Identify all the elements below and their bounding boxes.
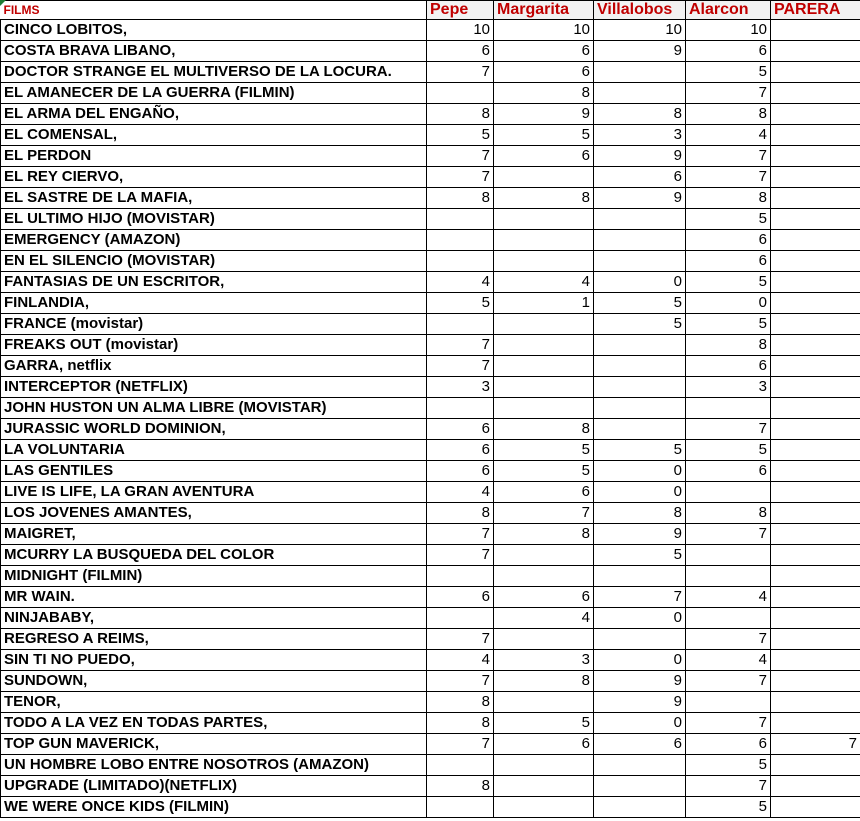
score-cell-villalobos[interactable] bbox=[594, 398, 686, 419]
score-cell-pepe[interactable] bbox=[427, 566, 494, 587]
score-cell-pepe[interactable] bbox=[427, 251, 494, 272]
column-header-pepe[interactable]: Pepe bbox=[427, 1, 494, 20]
score-cell-parera[interactable] bbox=[771, 797, 860, 818]
film-title-cell[interactable]: LIVE IS LIFE, LA GRAN AVENTURA bbox=[1, 482, 427, 503]
score-cell-villalobos[interactable]: 6 bbox=[594, 734, 686, 755]
film-title-cell[interactable]: DOCTOR STRANGE EL MULTIVERSO DE LA LOCURA. bbox=[1, 62, 427, 83]
score-cell-alarcon[interactable]: 6 bbox=[686, 734, 771, 755]
score-cell-parera[interactable] bbox=[771, 713, 860, 734]
score-cell-villalobos[interactable] bbox=[594, 629, 686, 650]
score-cell-parera[interactable] bbox=[771, 545, 860, 566]
score-cell-alarcon[interactable]: 4 bbox=[686, 125, 771, 146]
films-table-body bbox=[1, 20, 860, 818]
score-cell-parera[interactable] bbox=[771, 587, 860, 608]
score-cell-alarcon[interactable]: 8 bbox=[686, 104, 771, 125]
score-cell-pepe[interactable]: 7 bbox=[427, 167, 494, 188]
score-cell-pepe[interactable]: 7 bbox=[427, 734, 494, 755]
table-row bbox=[1, 503, 860, 524]
film-title-cell[interactable]: LOS JOVENES AMANTES, bbox=[1, 503, 427, 524]
score-cell-alarcon[interactable]: 7 bbox=[686, 524, 771, 545]
score-cell-margarita[interactable]: 3 bbox=[494, 650, 594, 671]
score-cell-alarcon[interactable]: 5 bbox=[686, 209, 771, 230]
score-cell-margarita[interactable]: 8 bbox=[494, 671, 594, 692]
score-cell-pepe[interactable]: 6 bbox=[427, 461, 494, 482]
score-cell-margarita[interactable] bbox=[494, 230, 594, 251]
score-cell-villalobos[interactable]: 0 bbox=[594, 608, 686, 629]
table-row bbox=[1, 440, 860, 461]
score-cell-alarcon[interactable]: 7 bbox=[686, 419, 771, 440]
score-cell-pepe[interactable]: 6 bbox=[427, 419, 494, 440]
score-cell-villalobos[interactable]: 0 bbox=[594, 650, 686, 671]
score-cell-pepe[interactable]: 7 bbox=[427, 524, 494, 545]
score-cell-parera[interactable] bbox=[771, 188, 860, 209]
score-cell-margarita[interactable] bbox=[494, 755, 594, 776]
score-cell-alarcon[interactable]: 7 bbox=[686, 713, 771, 734]
score-cell-parera[interactable] bbox=[771, 608, 860, 629]
score-cell-parera[interactable] bbox=[771, 671, 860, 692]
score-cell-margarita[interactable]: 4 bbox=[494, 272, 594, 293]
film-title-cell[interactable]: UPGRADE (LIMITADO)(NETFLIX) bbox=[1, 776, 427, 797]
score-cell-alarcon[interactable] bbox=[686, 608, 771, 629]
film-title-cell[interactable]: INTERCEPTOR (NETFLIX) bbox=[1, 377, 427, 398]
table-row bbox=[1, 83, 860, 104]
score-cell-parera[interactable] bbox=[771, 524, 860, 545]
score-cell-parera[interactable] bbox=[771, 377, 860, 398]
score-cell-pepe[interactable]: 8 bbox=[427, 713, 494, 734]
score-cell-parera[interactable] bbox=[771, 167, 860, 188]
table-row bbox=[1, 419, 860, 440]
score-cell-villalobos[interactable] bbox=[594, 62, 686, 83]
score-cell-pepe[interactable]: 10 bbox=[427, 20, 494, 41]
score-cell-alarcon[interactable]: 10 bbox=[686, 20, 771, 41]
score-cell-pepe[interactable]: 7 bbox=[427, 545, 494, 566]
score-cell-margarita[interactable] bbox=[494, 335, 594, 356]
table-row bbox=[1, 608, 860, 629]
table-row bbox=[1, 272, 860, 293]
score-cell-parera[interactable] bbox=[771, 41, 860, 62]
table-row bbox=[1, 20, 860, 41]
score-cell-parera[interactable] bbox=[771, 125, 860, 146]
score-cell-villalobos[interactable]: 0 bbox=[594, 713, 686, 734]
film-title-cell[interactable]: GARRA, netflix bbox=[1, 356, 427, 377]
score-cell-villalobos[interactable]: 5 bbox=[594, 440, 686, 461]
table-row bbox=[1, 629, 860, 650]
table-row bbox=[1, 713, 860, 734]
film-title-cell[interactable]: LAS GENTILES bbox=[1, 461, 427, 482]
score-cell-alarcon[interactable]: 7 bbox=[686, 83, 771, 104]
score-cell-margarita[interactable] bbox=[494, 566, 594, 587]
film-title-cell[interactable]: MR WAIN. bbox=[1, 587, 427, 608]
score-cell-alarcon[interactable]: 4 bbox=[686, 650, 771, 671]
film-title-cell[interactable]: TODO A LA VEZ EN TODAS PARTES, bbox=[1, 713, 427, 734]
film-title-cell[interactable]: COSTA BRAVA LIBANO, bbox=[1, 41, 427, 62]
score-cell-pepe[interactable] bbox=[427, 83, 494, 104]
score-cell-parera[interactable] bbox=[771, 83, 860, 104]
score-cell-alarcon[interactable]: 0 bbox=[686, 293, 771, 314]
film-title-cell[interactable]: FRANCE (movistar) bbox=[1, 314, 427, 335]
score-cell-pepe[interactable] bbox=[427, 608, 494, 629]
table-row bbox=[1, 356, 860, 377]
score-cell-alarcon[interactable]: 5 bbox=[686, 440, 771, 461]
film-title-cell[interactable]: EN EL SILENCIO (MOVISTAR) bbox=[1, 251, 427, 272]
score-cell-parera[interactable] bbox=[771, 503, 860, 524]
column-header-parera[interactable]: PARERA bbox=[771, 1, 860, 20]
table-row bbox=[1, 125, 860, 146]
film-title-cell[interactable]: EL REY CIERVO, bbox=[1, 167, 427, 188]
score-cell-margarita[interactable]: 4 bbox=[494, 608, 594, 629]
score-cell-parera[interactable] bbox=[771, 419, 860, 440]
score-cell-pepe[interactable]: 4 bbox=[427, 272, 494, 293]
film-title-cell[interactable]: NINJABABY, bbox=[1, 608, 427, 629]
score-cell-villalobos[interactable] bbox=[594, 419, 686, 440]
table-row bbox=[1, 461, 860, 482]
score-cell-villalobos[interactable] bbox=[594, 209, 686, 230]
table-row bbox=[1, 671, 860, 692]
table-row bbox=[1, 293, 860, 314]
score-cell-pepe[interactable] bbox=[427, 314, 494, 335]
table-row bbox=[1, 524, 860, 545]
score-cell-margarita[interactable]: 8 bbox=[494, 188, 594, 209]
film-title-cell[interactable]: FINLANDIA, bbox=[1, 293, 427, 314]
score-cell-margarita[interactable]: 6 bbox=[494, 734, 594, 755]
table-row bbox=[1, 62, 860, 83]
score-cell-margarita[interactable]: 6 bbox=[494, 62, 594, 83]
score-cell-pepe[interactable]: 8 bbox=[427, 776, 494, 797]
score-cell-villalobos[interactable]: 9 bbox=[594, 524, 686, 545]
score-cell-villalobos[interactable]: 5 bbox=[594, 293, 686, 314]
film-title-cell[interactable]: EL PERDON bbox=[1, 146, 427, 167]
score-cell-margarita[interactable]: 5 bbox=[494, 461, 594, 482]
table-row bbox=[1, 314, 860, 335]
score-cell-margarita[interactable]: 1 bbox=[494, 293, 594, 314]
score-cell-pepe[interactable] bbox=[427, 398, 494, 419]
film-title-cell[interactable]: JOHN HUSTON UN ALMA LIBRE (MOVISTAR) bbox=[1, 398, 427, 419]
table-row bbox=[1, 650, 860, 671]
score-cell-alarcon[interactable]: 8 bbox=[686, 188, 771, 209]
score-cell-parera[interactable] bbox=[771, 251, 860, 272]
table-row bbox=[1, 230, 860, 251]
score-cell-parera[interactable] bbox=[771, 776, 860, 797]
score-cell-parera[interactable] bbox=[771, 356, 860, 377]
film-title-cell[interactable]: REGRESO A REIMS, bbox=[1, 629, 427, 650]
film-title-cell[interactable]: EL COMENSAL, bbox=[1, 125, 427, 146]
film-title-cell[interactable]: SUNDOWN, bbox=[1, 671, 427, 692]
score-cell-parera[interactable] bbox=[771, 440, 860, 461]
film-title-cell[interactable]: EL ULTIMO HIJO (MOVISTAR) bbox=[1, 209, 427, 230]
score-cell-villalobos[interactable]: 9 bbox=[594, 692, 686, 713]
score-cell-villalobos[interactable]: 0 bbox=[594, 482, 686, 503]
score-cell-villalobos[interactable]: 5 bbox=[594, 545, 686, 566]
score-cell-parera[interactable] bbox=[771, 692, 860, 713]
score-cell-parera[interactable] bbox=[771, 755, 860, 776]
score-cell-margarita[interactable] bbox=[494, 797, 594, 818]
table-row bbox=[1, 167, 860, 188]
score-cell-parera[interactable] bbox=[771, 629, 860, 650]
score-cell-pepe[interactable]: 6 bbox=[427, 41, 494, 62]
score-cell-parera[interactable] bbox=[771, 146, 860, 167]
score-cell-pepe[interactable]: 7 bbox=[427, 62, 494, 83]
table-row bbox=[1, 692, 860, 713]
score-cell-alarcon[interactable]: 7 bbox=[686, 167, 771, 188]
score-cell-pepe[interactable]: 5 bbox=[427, 293, 494, 314]
table-row bbox=[1, 482, 860, 503]
score-cell-pepe[interactable]: 6 bbox=[427, 587, 494, 608]
film-title-cell[interactable]: FANTASIAS DE UN ESCRITOR, bbox=[1, 272, 427, 293]
score-cell-margarita[interactable]: 10 bbox=[494, 20, 594, 41]
score-cell-parera[interactable] bbox=[771, 566, 860, 587]
score-cell-alarcon[interactable]: 5 bbox=[686, 314, 771, 335]
score-cell-parera[interactable] bbox=[771, 335, 860, 356]
score-cell-pepe[interactable]: 8 bbox=[427, 104, 494, 125]
score-cell-parera[interactable] bbox=[771, 293, 860, 314]
score-cell-parera[interactable] bbox=[771, 482, 860, 503]
score-cell-villalobos[interactable] bbox=[594, 755, 686, 776]
score-cell-alarcon[interactable]: 8 bbox=[686, 335, 771, 356]
score-cell-margarita[interactable]: 5 bbox=[494, 125, 594, 146]
score-cell-villalobos[interactable]: 6 bbox=[594, 167, 686, 188]
table-row bbox=[1, 587, 860, 608]
table-row bbox=[1, 188, 860, 209]
score-cell-pepe[interactable]: 5 bbox=[427, 125, 494, 146]
film-title-cell[interactable]: MCURRY LA BUSQUEDA DEL COLOR bbox=[1, 545, 427, 566]
score-cell-parera[interactable] bbox=[771, 230, 860, 251]
score-cell-margarita[interactable]: 6 bbox=[494, 482, 594, 503]
score-cell-margarita[interactable]: 6 bbox=[494, 587, 594, 608]
score-cell-villalobos[interactable] bbox=[594, 377, 686, 398]
score-cell-margarita[interactable]: 9 bbox=[494, 104, 594, 125]
score-cell-margarita[interactable] bbox=[494, 356, 594, 377]
score-cell-villalobos[interactable]: 8 bbox=[594, 104, 686, 125]
score-cell-villalobos[interactable] bbox=[594, 356, 686, 377]
score-cell-alarcon[interactable] bbox=[686, 566, 771, 587]
score-cell-pepe[interactable]: 6 bbox=[427, 440, 494, 461]
score-cell-margarita[interactable]: 8 bbox=[494, 83, 594, 104]
score-cell-parera[interactable] bbox=[771, 104, 860, 125]
score-cell-pepe[interactable] bbox=[427, 230, 494, 251]
score-cell-alarcon[interactable]: 4 bbox=[686, 587, 771, 608]
score-cell-villalobos[interactable]: 8 bbox=[594, 503, 686, 524]
score-cell-alarcon[interactable] bbox=[686, 692, 771, 713]
film-title-cell[interactable]: SIN TI NO PUEDO, bbox=[1, 650, 427, 671]
score-cell-villalobos[interactable] bbox=[594, 776, 686, 797]
score-cell-villalobos[interactable]: 9 bbox=[594, 146, 686, 167]
film-title-cell[interactable]: CINCO LOBITOS, bbox=[1, 20, 427, 41]
table-row bbox=[1, 545, 860, 566]
score-cell-villalobos[interactable]: 0 bbox=[594, 272, 686, 293]
score-cell-alarcon[interactable]: 6 bbox=[686, 461, 771, 482]
score-cell-pepe[interactable]: 7 bbox=[427, 146, 494, 167]
score-cell-margarita[interactable] bbox=[494, 629, 594, 650]
film-title-cell[interactable]: JURASSIC WORLD DOMINION, bbox=[1, 419, 427, 440]
score-cell-pepe[interactable]: 4 bbox=[427, 482, 494, 503]
table-row bbox=[1, 734, 860, 755]
column-header-margarita[interactable]: Margarita bbox=[494, 1, 594, 20]
film-title-cell[interactable]: MIDNIGHT (FILMIN) bbox=[1, 566, 427, 587]
table-row bbox=[1, 566, 860, 587]
film-title-cell[interactable]: EL AMANECER DE LA GUERRA (FILMIN) bbox=[1, 83, 427, 104]
score-cell-pepe[interactable]: 8 bbox=[427, 503, 494, 524]
table-row bbox=[1, 104, 860, 125]
score-cell-villalobos[interactable]: 9 bbox=[594, 41, 686, 62]
score-cell-villalobos[interactable] bbox=[594, 797, 686, 818]
score-cell-alarcon[interactable]: 7 bbox=[686, 629, 771, 650]
score-cell-alarcon[interactable]: 5 bbox=[686, 272, 771, 293]
column-header-alarcon[interactable]: Alarcon bbox=[686, 1, 771, 20]
score-cell-margarita[interactable] bbox=[494, 209, 594, 230]
film-title-cell[interactable]: FREAKS OUT (movistar) bbox=[1, 335, 427, 356]
score-cell-margarita[interactable]: 6 bbox=[494, 41, 594, 62]
score-cell-alarcon[interactable]: 7 bbox=[686, 776, 771, 797]
score-cell-alarcon[interactable] bbox=[686, 398, 771, 419]
score-cell-parera[interactable] bbox=[771, 62, 860, 83]
film-title-cell[interactable]: EL SASTRE DE LA MAFIA, bbox=[1, 188, 427, 209]
score-cell-alarcon[interactable]: 8 bbox=[686, 503, 771, 524]
film-title-cell[interactable]: WE WERE ONCE KIDS (FILMIN) bbox=[1, 797, 427, 818]
score-cell-pepe[interactable]: 7 bbox=[427, 671, 494, 692]
score-cell-margarita[interactable] bbox=[494, 545, 594, 566]
score-cell-pepe[interactable] bbox=[427, 797, 494, 818]
score-cell-margarita[interactable] bbox=[494, 251, 594, 272]
film-title-cell[interactable]: MAIGRET, bbox=[1, 524, 427, 545]
score-cell-villalobos[interactable]: 10 bbox=[594, 20, 686, 41]
film-title-cell[interactable]: EMERGENCY (AMAZON) bbox=[1, 230, 427, 251]
film-title-cell[interactable]: TOP GUN MAVERICK, bbox=[1, 734, 427, 755]
score-cell-pepe[interactable]: 8 bbox=[427, 692, 494, 713]
table-row bbox=[1, 146, 860, 167]
score-cell-alarcon[interactable]: 5 bbox=[686, 755, 771, 776]
film-title-cell[interactable]: EL ARMA DEL ENGAÑO, bbox=[1, 104, 427, 125]
score-cell-margarita[interactable]: 7 bbox=[494, 503, 594, 524]
table-row bbox=[1, 41, 860, 62]
score-cell-parera[interactable] bbox=[771, 314, 860, 335]
score-cell-pepe[interactable]: 8 bbox=[427, 188, 494, 209]
score-cell-parera[interactable] bbox=[771, 209, 860, 230]
table-row bbox=[1, 335, 860, 356]
score-cell-alarcon[interactable]: 6 bbox=[686, 230, 771, 251]
score-cell-parera[interactable] bbox=[771, 650, 860, 671]
score-cell-margarita[interactable] bbox=[494, 314, 594, 335]
score-cell-alarcon[interactable]: 5 bbox=[686, 62, 771, 83]
score-cell-villalobos[interactable] bbox=[594, 251, 686, 272]
score-cell-alarcon[interactable] bbox=[686, 545, 771, 566]
active-cell-marker bbox=[0, 0, 6, 6]
table-row bbox=[1, 209, 860, 230]
table-row bbox=[1, 377, 860, 398]
score-cell-villalobos[interactable]: 9 bbox=[594, 188, 686, 209]
table-row bbox=[1, 251, 860, 272]
score-cell-alarcon[interactable]: 6 bbox=[686, 41, 771, 62]
score-cell-margarita[interactable] bbox=[494, 167, 594, 188]
score-cell-pepe[interactable]: 3 bbox=[427, 377, 494, 398]
score-cell-parera[interactable]: 7 bbox=[771, 734, 860, 755]
score-cell-alarcon[interactable] bbox=[686, 482, 771, 503]
score-cell-villalobos[interactable]: 7 bbox=[594, 587, 686, 608]
header-row bbox=[1, 1, 860, 20]
score-cell-alarcon[interactable]: 5 bbox=[686, 797, 771, 818]
score-cell-parera[interactable] bbox=[771, 20, 860, 41]
score-cell-margarita[interactable]: 6 bbox=[494, 146, 594, 167]
score-cell-alarcon[interactable]: 7 bbox=[686, 671, 771, 692]
score-cell-margarita[interactable]: 8 bbox=[494, 419, 594, 440]
score-cell-villalobos[interactable] bbox=[594, 83, 686, 104]
score-cell-parera[interactable] bbox=[771, 398, 860, 419]
score-cell-parera[interactable] bbox=[771, 272, 860, 293]
table-row bbox=[1, 797, 860, 818]
score-cell-margarita[interactable] bbox=[494, 377, 594, 398]
score-cell-alarcon[interactable]: 6 bbox=[686, 356, 771, 377]
score-cell-margarita[interactable]: 5 bbox=[494, 440, 594, 461]
score-cell-margarita[interactable] bbox=[494, 776, 594, 797]
table-row bbox=[1, 755, 860, 776]
score-cell-villalobos[interactable]: 3 bbox=[594, 125, 686, 146]
score-cell-alarcon[interactable]: 6 bbox=[686, 251, 771, 272]
score-cell-parera[interactable] bbox=[771, 461, 860, 482]
score-cell-margarita[interactable] bbox=[494, 692, 594, 713]
score-cell-villalobos[interactable] bbox=[594, 566, 686, 587]
score-cell-villalobos[interactable] bbox=[594, 230, 686, 251]
table-row bbox=[1, 398, 860, 419]
score-cell-pepe[interactable]: 7 bbox=[427, 335, 494, 356]
film-title-cell[interactable]: LA VOLUNTARIA bbox=[1, 440, 427, 461]
score-cell-villalobos[interactable] bbox=[594, 335, 686, 356]
film-title-cell[interactable]: TENOR, bbox=[1, 692, 427, 713]
score-cell-margarita[interactable]: 5 bbox=[494, 713, 594, 734]
score-cell-pepe[interactable]: 7 bbox=[427, 629, 494, 650]
score-cell-margarita[interactable] bbox=[494, 398, 594, 419]
score-cell-villalobos[interactable]: 9 bbox=[594, 671, 686, 692]
score-cell-villalobos[interactable]: 5 bbox=[594, 314, 686, 335]
table-row bbox=[1, 776, 860, 797]
score-cell-margarita[interactable]: 8 bbox=[494, 524, 594, 545]
score-cell-alarcon[interactable]: 3 bbox=[686, 377, 771, 398]
score-cell-pepe[interactable]: 7 bbox=[427, 356, 494, 377]
score-cell-pepe[interactable]: 4 bbox=[427, 650, 494, 671]
film-title-cell[interactable]: UN HOMBRE LOBO ENTRE NOSOTROS (AMAZON) bbox=[1, 755, 427, 776]
score-cell-pepe[interactable] bbox=[427, 755, 494, 776]
score-cell-pepe[interactable] bbox=[427, 209, 494, 230]
score-cell-villalobos[interactable]: 0 bbox=[594, 461, 686, 482]
column-header-villalobos[interactable]: Villalobos bbox=[594, 1, 686, 20]
films-header-cell[interactable]: FILMS bbox=[1, 1, 427, 20]
score-cell-alarcon[interactable]: 7 bbox=[686, 146, 771, 167]
